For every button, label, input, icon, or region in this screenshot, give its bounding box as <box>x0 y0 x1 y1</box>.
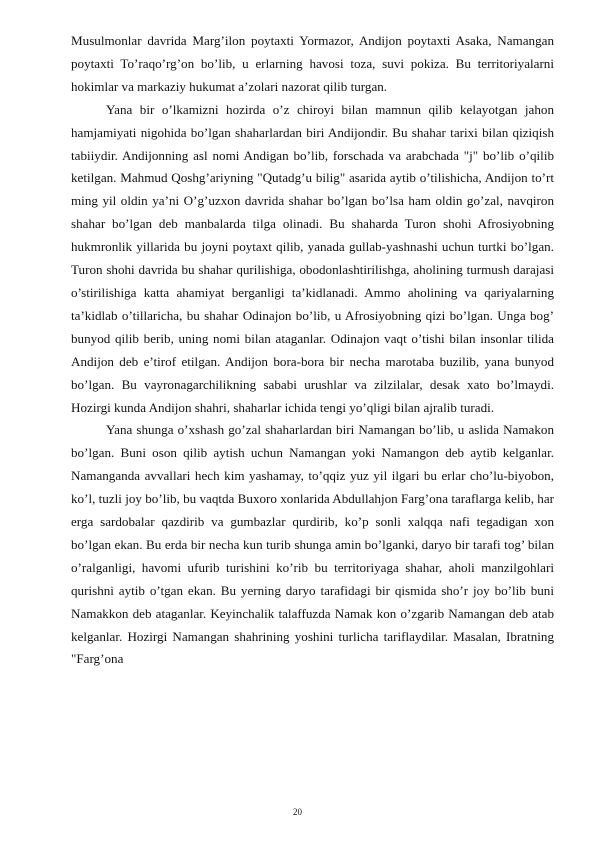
document-page <box>71 30 554 671</box>
paragraph-2: Yana bir o’lkamizni hozirda o’z chiroyi bilan mamnun qilib kelayotgan jahon hamjamiyati nigohida bo’lgan shaharlardan biri Andijondir. Bu shahar tarixi bilan qiziqish tabiiydir. Andijonning asl nomi Andigan bo’lib, forschada va arabchada "j" bo’lib o’qilib ketilgan. Mahmud Qoshg’ariyning "Qutadg’u bilig" asarida aytib o’tilishicha, Andijon to’rt ming yil oldin ya’ni O’g’uzxon davrida shahar bo’lgan bo’lsa ham oldin go’zal, navqiron shahar bo’lgan deb manbalarda tilga olinadi. Bu shaharda Turon shohi Afrosiyobning hukmronlik yillarida bu joyni poytaxt qilib, yanada gullab-yashnashi uchun turtki bo’lgan. Turon shohi davrida bu shahar qurilishiga, obodonlashtirilishga, aholining turmush darajasi o’stirilishiga katta ahamiyat berganligi ta’kidlanadi. Ammo aholining va qariyalarning ta’kidlab o’tillaricha, bu shahar Odinajon bo’lib, u Afrosiyobning qizi bo’lgan. Unga bog’ bunyod qilib berib, uning nomi bilan ataganlar. Odinajon vaqt o’tishi bilan insonlar tilida Andijon deb e’tirof etilgan. Andijon bora-bora bir necha marotaba buzilib, yana bunyod bo’lgan. Bu vayronagarchilikning sababi urushlar va zilzilalar, desak xato bo’lmaydi. Hozirgi kunda Andijon shahri, shaharlar ichida tengi yo’qligi bilan ajralib turadi. <box>71 101 554 415</box>
paragraph-1: Musulmonlar davrida Marg’ilon poytaxti Yormazor, Andijon poytaxti Asaka, Namangan poytaxti To’raqo’rg’on bo’lib, u erlarning havosi toza, suvi pokiza. Bu territoriyalarni hokimlar va markaziy hukumat a’zolari nazorat qilib turgan. <box>71 33 554 94</box>
paragraph-3: Yana shunga o’xshash go’zal shaharlardan biri Namangan bo’lib, u aslida Namakon bo’lgan. Buni oson qilib aytish uchun Namangan yoki Namangon deb aytib kelganlar. Namanganda avvallari hech kim yashamay, to’qqiz yuz yil ilgari bu erlar cho’lu-biyobon, ko’l, tuzli joy bo’lib, bu vaqtda Buxoro xonlarida Abdullahjon Farg’ona taraflarga kelib, har erga sardobalar qazdirib va gumbazlar qurdirib, ko’p sonli xalqqa nafi tegadigan xon bo’lgan ekan. Bu erda bir necha kun turib shunga amin bo’lganki, daryo bir tarafi tog’ bilan o’ralganligi, havomi ufurib turishini ko’rib bu territoriyaga shahar, aholi manzilgohlari qurishni aytib o’tgan ekan. Bu yerning daryo tarafidagi bir qismida sho’r joy bo’lib buni Namakkon deb ataganlar. Keyinchalik talaffuzda Namak kon o’zgarib Namangan deb atab kelganlar. Hozirgi Namangan shahrining yoshini turlicha tariflaydilar. Masalan, Ibratning "Farg’ona <box>71 422 554 667</box>
page-number: 20 <box>293 807 302 817</box>
